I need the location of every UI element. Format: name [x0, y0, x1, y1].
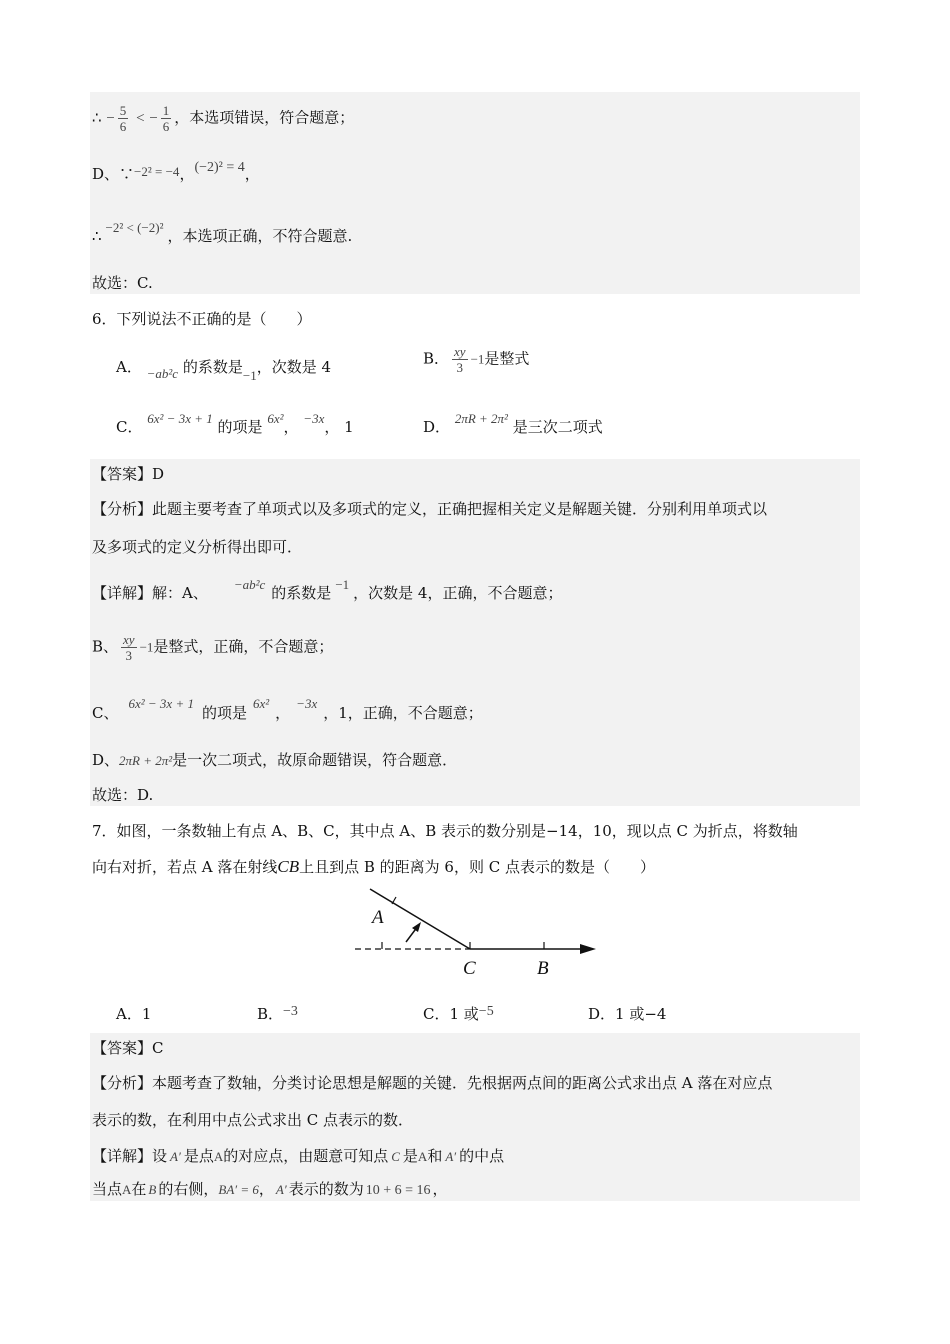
- fold-arrow-head: [412, 922, 421, 932]
- fraction: $\frac{5}{6}$: [119, 103, 127, 134]
- label-c: C: [463, 958, 476, 979]
- q7-option-a: A．1: [116, 1005, 152, 1023]
- q6-answer: 【答案】D: [92, 465, 165, 483]
- q7-detail-line-2: 当点A在 B 的右侧，BA′ = 6， A′ 表示的数为 10 + 6 = 16 ，: [92, 1180, 448, 1198]
- q6-analysis-line-2: 及多项式的定义分析得出即可．: [92, 538, 303, 556]
- q7-detail-line-1: 【详解】设 A′ 是点A的对应点，由题意可知点 C 是A和 A′ 的中点: [92, 1147, 505, 1165]
- q6-option-a: A． −ab²c 的系数是−1，次数是 4: [116, 358, 332, 383]
- q6-option-b: B． $\frac{xy}{3}$ −1是整式: [423, 344, 530, 375]
- q7-answer: 【答案】C: [92, 1039, 164, 1057]
- q6-detail-c: C、6x² − 3x + 1的项是6x²，−3x，1，正确，不合题意；: [92, 696, 483, 722]
- q6-detail-b: B、 $\frac{xy}{3}$ −1是整式，正确，不合题意；: [92, 632, 334, 663]
- prev-line-1: ∴ − $\frac{5}{6}$ < − $\frac{1}{6}$ ，本选项错误，符合题意；: [92, 103, 355, 134]
- q7-analysis-line-1: 【分析】本题考查了数轴，分类讨论思想是解题的关键．先根据两点间的距离公式求出点 A 落在对应点: [92, 1074, 773, 1092]
- q6-stem: 6．下列说法不正确的是（ ）: [92, 310, 312, 328]
- q6-option-c: C． 6x² − 3x + 1 的项是 6x²， −3x， 1: [116, 411, 354, 436]
- number-line-figure: [340, 880, 610, 980]
- arrow-head: [580, 944, 596, 954]
- q6-detail-d: D、2πR + 2π²是一次二项式，故原命题错误，符合题意．: [92, 751, 458, 769]
- fraction: $\frac{1}{6}$: [162, 103, 170, 134]
- label-b: B: [537, 958, 549, 979]
- prev-line-3: ∴ −2² < (−2)² ，本选项正确，不符合题意.: [92, 220, 353, 245]
- folded-ray: [370, 889, 470, 949]
- q7-option-d: D．1 或−4: [588, 1005, 667, 1023]
- therefore-symbol: ∴: [92, 108, 102, 127]
- q6-option-d: D． 2πR + 2π² 是三次二项式: [423, 411, 603, 436]
- q6-detail-a: 【详解】解：A、 −ab²c 的系数是 −1 ，次数是 4，正确，不合题意；: [92, 577, 563, 602]
- prev-line-2: D、∵−2² = −4，(−2)² = 4，: [92, 160, 260, 183]
- q6-conclusion: 故选：D.: [92, 786, 154, 804]
- q7-option-b: B．−3: [257, 1004, 298, 1023]
- q7-stem-line-1: 7．如图，一条数轴上有点 A、B、C，其中点 A、B 表示的数分别是−14，10，现以点 C 为折点，将数轴: [92, 822, 798, 840]
- q7-analysis-line-2: 表示的数，在利用中点公式求出 C 点表示的数．: [92, 1111, 414, 1129]
- prev-conclusion: 故选：C.: [92, 274, 153, 292]
- label-a: A: [372, 907, 384, 928]
- q7-option-c: C．1 或−5: [423, 1004, 494, 1023]
- q7-stem-line-2: 向右对折，若点 A 落在射线CB上且到点 B 的距离为 6，则 C 点表示的数是（ ）: [92, 857, 655, 876]
- q6-analysis-line-1: 【分析】此题主要考查了单项式以及多项式的定义，正确把握相关定义是解题关键．分别利用单项式以: [92, 500, 768, 518]
